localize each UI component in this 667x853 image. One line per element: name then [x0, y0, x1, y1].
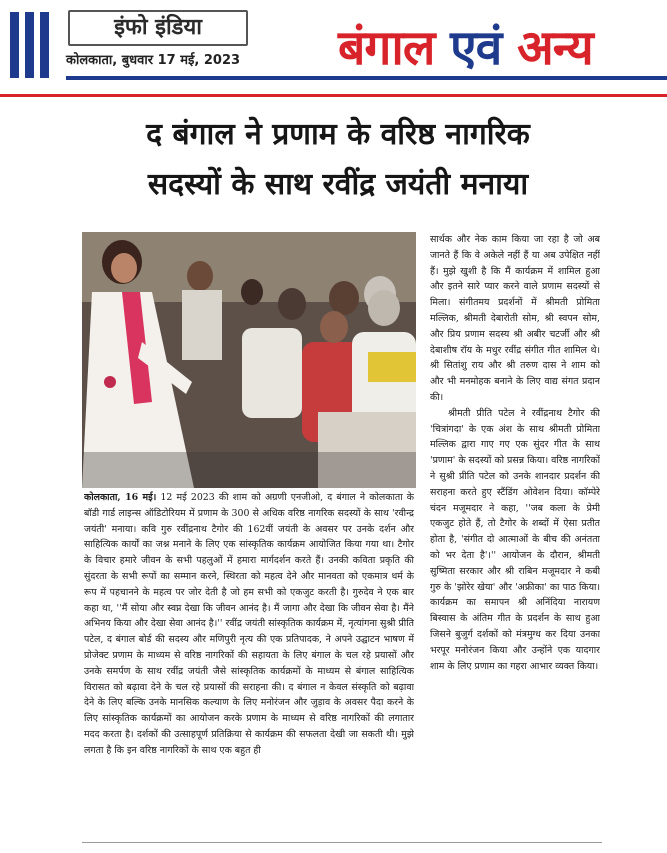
section-title-part3: अन्य [517, 20, 593, 76]
bottom-rule [82, 842, 602, 843]
masthead-blue-bar [66, 76, 667, 80]
article-paragraph-right-2: श्रीमती प्रीति पटेल ने रवींद्रनाथ टैगोर की 'चित्रांगदा' के एक अंश के साथ श्रीमती प्रोमिता मल्लिक द्वारा गाए गए एक सुंदर गीत के साथ 'प्रणाम' के सदस्यों को प्रसन्न किया। वरिष्ठ नागरिकों ने सुश्री प्रीति पटेल को उनके शानदार प्रदर्शन की सराहना करते हुए स्टैंडिंग ओवेशन दिया। कॉम्पेरे चंदन मजूमदार ने कहा, ''जब कला के प्रेमी एकजुट होते हैं, तो टैगोर के शब्दों में ऐसा प्रतीत होता है, 'संगीत दो आत्माओं के बीच की अनंतता को भर देता है'।'' आयोजन के दौरान, श्रीमती सुष्मिता सरकार और श्री राबिन मजूमदार ने कबी गुरु के 'झोरेर खेया' और 'अफ्रीका' का पाठ किया। कार्यक्रम का समापन श्री अनिंदिया नारायण बिस्वास के अंतिम गीत के प्रदर्शन के साथ हुआ जिसने बुजुर्ग दर्शकों को मंत्रमुग्ध कर दिया उनका भरपूर मनोरंजन किया और उन्होंने एक यादगार शाम के लिए प्रणाम का गहरा आभार व्यक्त किया। [430, 407, 600, 672]
section-title-part2: एवं [450, 20, 502, 76]
article-dateline-lead: कोलकाता, 16 मई। [84, 492, 157, 503]
masthead-red-rule [0, 94, 667, 97]
article-paragraph-left: 12 मई 2023 की शाम को अग्रणी एनजीओ, द बंगाल ने कोलकाता के बॉडी गार्ड लाइन्स ऑडिटोरियम में प्रणाम के 300 से अधिक वरिष्ठ नागरिक सदस्यों के साथ 'रवीन्द्र जयंती' मनाया। कवि गुरु रवींद्रनाथ टैगोर की 162वीं जयंती के अवसर पर उनके दर्शन और साहित्यिक कार्यों का जश्न मनाने के लिए एक सांस्कृतिक कार्यक्रम आयोजित किया गया था। टैगोर के विचार हमारे जीवन के सभी पहलुओं में हमारा मार्गदर्शन करते हैं। उनकी कविता प्रकृति की सुंदरता के सभी रूपों का सम्मान करने, स्थिरता को महत्व देने और मानवता को एकमात्र धर्म के रूप में पहचानने के महत्व पर जोर देती है जो हम सभी को एकजुट करती है। गुरुदेव ने एक बार कहा था, ''मैं सोया और स्वप्न देखा कि जीवन आनंद है। मैं जागा और देखा कि जीवन सेवा है। मैंने अभिनय किया और देखा सेवा आनंद है।'' रवींद्र जयंती सांस्कृतिक कार्यक्रम में, नृत्यांगना सुश्री प्रीति पटेल, द बंगाल बोर्ड की सदस्य और मणिपुरी नृत्य की एक प्रतिपादक, ने अपने उद्घाटन भाषण में प्रोजेक्ट प्रणाम के माध्यम से वरिष्ठ नागरिकों की सहायता के लिए बंगाल के चल रहे प्रयासों और उनके समर्पण के साथ रवींद्र जयंती जैसे सांस्कृतिक कार्यक्रमों के माध्यम से बंगाल साहित्यिक विरासत को बढ़ावा देने के चल रहे प्रयासों की सराहना की। द बंगाल न केवल संस्कृति को बढ़ावा देने के लिए बल्कि उनके मानसिक कल्याण के लिए मनोरंजन और जुड़ाव के अवसर पैदा करने के लिए सांस्कृतिक कार्यक्रमों का आयोजन करके प्रणाम के माध्यम से वरिष्ठ नागरिकों की लगातार मदद करता है। दर्शकों की उत्साहपूर्ण प्रतिक्रिया से कार्यक्रम की सफलता देखी जा सकती थी। मुझे लगता है कि इन वरिष्ठ नागरिकों के साथ एक बहुत ही [84, 492, 414, 756]
dateline: कोलकाता, बुधवार 17 मई, 2023 [66, 53, 241, 68]
section-title-part1: बंगाल [338, 20, 435, 76]
section-title [338, 18, 664, 78]
article-body-left [84, 490, 414, 846]
article-headline [68, 110, 608, 210]
article-body-right [430, 232, 600, 832]
masthead [0, 0, 667, 96]
article-paragraph-right-1: सार्थक और नेक काम किया जा रहा है जो अब जानते हैं कि वे अकेले नहीं हैं या अब उपेक्षित नहीं हैं। मुझे खुशी है कि मैं कार्यक्रम में शामिल हुआ और इतने सारे प्यार करने वाले प्रणाम सदस्यों से मिला। संगीतमय प्रदर्शनों में श्रीमती प्रोमिता मल्लिक, श्रीमती देबारोती सोम, श्री स्वपन सोम, और प्रिय प्रणाम सदस्य श्री अबीर चटर्जी और श्री देबाशीष रॉय के मधुर रवींद्र संगीत गीत शामिल थे। श्री सितांशु राय और श्री तरुण दास ने शाम को और भी मनमोहक बनाने के लिए वाद्य संगत प्रदान की। [430, 234, 600, 403]
headline-line-1: द बंगाल ने प्रणाम के वरिष्ठ नागरिक [146, 117, 530, 152]
headline-line-2: सदस्यों के साथ रवींद्र जयंती मनाया [147, 167, 529, 202]
event-photo [82, 232, 416, 488]
newspaper-name: इंफो इंडिया [68, 10, 248, 46]
masthead-bars [10, 12, 49, 78]
